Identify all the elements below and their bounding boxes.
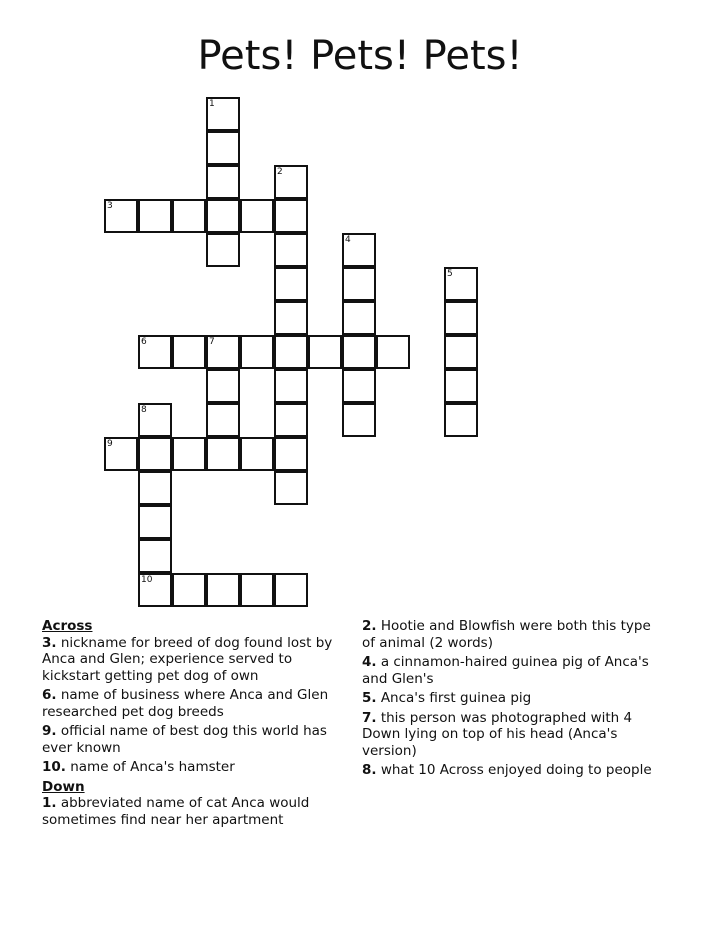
grid-cell[interactable] [274, 403, 308, 437]
grid-cell[interactable] [206, 131, 240, 165]
grid-cell[interactable] [308, 335, 342, 369]
grid-cell[interactable] [274, 471, 308, 505]
grid-cell[interactable] [240, 199, 274, 233]
grid-cell[interactable] [104, 199, 138, 233]
clue-text: Hootie and Blowfish were both this type of animal (2 words) [362, 618, 651, 651]
clues-left-column [42, 618, 342, 831]
clue-number: 4. [362, 654, 377, 670]
clue-text: name of business where Anca and Glen researched pet dog breeds [42, 687, 329, 720]
grid-cell[interactable] [138, 437, 172, 471]
grid-cell[interactable] [274, 267, 308, 301]
grid-cell[interactable] [206, 199, 240, 233]
grid-cell[interactable] [444, 301, 478, 335]
grid-cell[interactable] [206, 97, 240, 131]
grid-cell[interactable] [274, 369, 308, 403]
cell-number: 7 [209, 337, 215, 347]
clues-right-column [362, 618, 662, 782]
clue-number: 2. [362, 618, 377, 634]
clue [42, 759, 342, 776]
clue-number: 10. [42, 759, 66, 775]
grid-cell[interactable] [444, 403, 478, 437]
grid-cell[interactable] [206, 403, 240, 437]
clue [42, 723, 342, 756]
grid-cell[interactable] [274, 301, 308, 335]
grid-cell[interactable] [138, 403, 172, 437]
grid-cell[interactable] [206, 573, 240, 607]
clue-text: official name of best dog this world has ever known [42, 723, 327, 756]
grid-cell[interactable] [172, 573, 206, 607]
grid-cell[interactable] [104, 437, 138, 471]
grid-cell[interactable] [138, 505, 172, 539]
grid-cell[interactable] [274, 437, 308, 471]
cell-number: 1 [209, 99, 215, 109]
clue [362, 618, 662, 651]
grid-cell[interactable] [342, 403, 376, 437]
clue [362, 654, 662, 687]
cell-number: 8 [141, 405, 147, 415]
grid-cell[interactable] [274, 233, 308, 267]
cell-number: 9 [107, 439, 113, 449]
cell-number: 3 [107, 201, 113, 211]
clue [42, 635, 342, 685]
grid-cell[interactable] [138, 539, 172, 573]
grid-cell[interactable] [172, 199, 206, 233]
cell-number: 10 [141, 575, 153, 585]
down-heading: Down [42, 778, 85, 795]
grid-cell[interactable] [172, 437, 206, 471]
grid-cell[interactable] [444, 369, 478, 403]
clue-text: name of Anca's hamster [65, 759, 235, 775]
grid-cell[interactable] [274, 573, 308, 607]
grid-cell[interactable] [206, 369, 240, 403]
clue [362, 690, 662, 707]
clue-text: nickname for breed of dog found lost by Anca and Glen; experience served to kickstart getting pet dog of own [42, 634, 333, 684]
clue-text: what 10 Across enjoyed doing to people [376, 762, 652, 778]
down-clue-list-continued [362, 618, 662, 779]
grid-cell[interactable] [172, 335, 206, 369]
clue-number: 6. [42, 687, 57, 703]
clue-text: Anca's first guinea pig [376, 690, 532, 706]
grid-cell[interactable] [138, 573, 172, 607]
grid-cell[interactable] [342, 233, 376, 267]
grid-cell[interactable] [240, 573, 274, 607]
clue-number: 3. [42, 634, 57, 651]
grid-cell[interactable] [138, 335, 172, 369]
clue-number: 1. [42, 795, 57, 811]
clue-number: 7. [362, 709, 377, 726]
clue [42, 795, 342, 828]
clue-text: a cinnamon-haired guinea pig of Anca's and Glen's [362, 654, 649, 687]
grid-cell[interactable] [206, 437, 240, 471]
grid-cell[interactable] [274, 335, 308, 369]
cell-number: 5 [447, 269, 453, 279]
grid-cell[interactable] [138, 471, 172, 505]
grid-cell[interactable] [206, 335, 240, 369]
clue-text: abbreviated name of cat Anca would sometimes find near her apartment [42, 795, 310, 828]
puzzle-title: Pets! Pets! Pets! [197, 33, 523, 79]
grid-cell[interactable] [342, 369, 376, 403]
across-clue-list [42, 635, 342, 776]
clue [362, 710, 662, 760]
down-clue-list [42, 795, 342, 828]
grid-cell[interactable] [376, 335, 410, 369]
grid-cell[interactable] [274, 165, 308, 199]
grid-cell[interactable] [206, 233, 240, 267]
cell-number: 2 [277, 167, 283, 177]
across-heading: Across [42, 618, 93, 634]
clue [42, 687, 342, 720]
clue-text: this person was photographed with 4 Down lying on top of his head (Anca's version) [362, 709, 633, 759]
cell-number: 4 [345, 235, 351, 245]
grid-cell[interactable] [444, 267, 478, 301]
grid-cell[interactable] [274, 199, 308, 233]
grid-cell[interactable] [342, 267, 376, 301]
grid-cell[interactable] [240, 437, 274, 471]
grid-cell[interactable] [342, 301, 376, 335]
grid-cell[interactable] [206, 165, 240, 199]
grid-cell[interactable] [240, 335, 274, 369]
clue-number: 8. [362, 762, 377, 778]
grid-cell[interactable] [138, 199, 172, 233]
grid-cell[interactable] [342, 335, 376, 369]
clue [362, 762, 662, 779]
grid-cell[interactable] [444, 335, 478, 369]
cell-number: 6 [141, 337, 147, 347]
clue-number: 9. [42, 723, 57, 739]
clue-number: 5. [362, 690, 377, 706]
